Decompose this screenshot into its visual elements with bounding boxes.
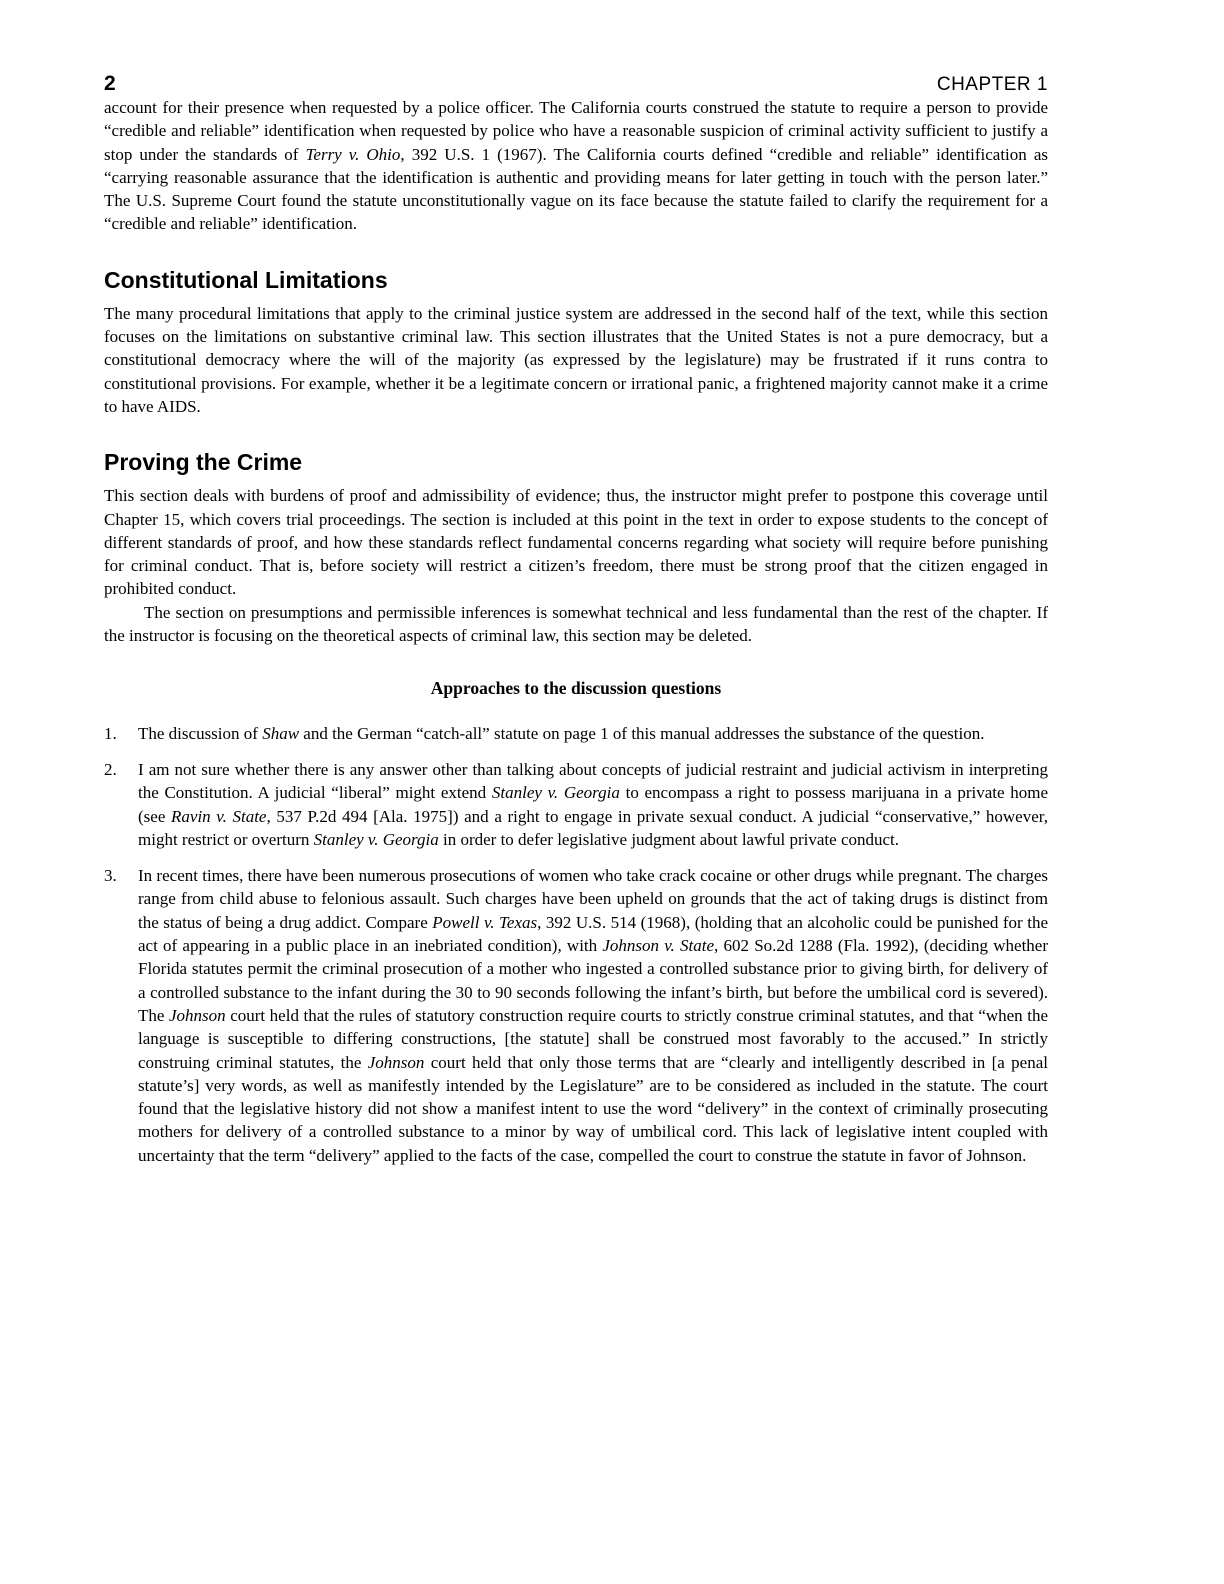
discussion-questions-heading: Approaches to the discussion questions: [430, 678, 722, 699]
page-body: [104, 96, 1048, 1167]
list-item: [104, 758, 1048, 851]
proving-the-crime-paragraph: This section deals with burdens of proof and admissibility of evidence; thus, the instructor might prefer to postpone this coverage until Chapter 15, which covers trial proceedings. The section is included at this point in the text in order to expose students to the concept of different standards of proof, and how these standards reflect fundamental concerns regarding what society will require before punishing for criminal conduct. That is, before society will restrict a citizen’s freedom, there must be strong proof that the citizen engaged in prohibited conduct.: [104, 486, 1048, 599]
list-item: [104, 864, 1048, 1167]
list-item-number: 1.: [104, 723, 117, 743]
document-page: [104, 0, 1048, 1167]
list-item-text: In recent times, there have been numerous prosecutions of women who take crack cocaine or other drugs while pregnant. The charges range from child abuse to felonious assault. Such charges have been upheld on grounds that the act of taking drugs is distinct from the status of being a drug addict. Compare Powell v. Texas, 392 U.S. 514 (1968), (holding that an alcoholic could be punished for the act of appearing in a public place in an inebriated condition), with Johnson v. State, 602 So.2d 1288 (Fla. 1992), (deciding whether Florida statutes permit the criminal prosecution of a mother who ingested a controlled substance prior to giving birth, for delivery of a controlled substance to the infant during the 30 to 90 seconds following the infant’s birth, but before the umbilical cord is severed). The Johnson court held that the rules of statutory construction require courts to strictly construe criminal statutes, and that “when the language is susceptible to differing constructions, [the statute] shall be construed most favorably to the accused.” In strictly construing criminal statutes, the Johnson court held that only those terms that are “clearly and intelligently described in [a penal statute’s] very words, as well as manifestly intended by the Legislature” are to be considered as included in the statute. The court found that the legislative history did not show a manifest intent to use the word “delivery” in the context of criminally prosecuting mothers for delivery of a controlled substance to a minor by way of umbilical cord. This lack of legislative intent coupled with uncertainty that the term “delivery” applied to the facts of the case, compelled the court to construe the statute in favor of Johnson.: [138, 866, 1049, 1165]
chapter-label: CHAPTER 1: [936, 74, 1048, 95]
list-item: [104, 722, 1048, 745]
constitutional-limitations-paragraph: The many procedural limitations that apply to the criminal justice system are addressed in the second half of the text, while this section focuses on the limitations on substantive criminal law. This section illustrates that the United States is not a pure democracy, but a constitutional democracy where the will of the majority (as expressed by the legislature) may be frustrated if it runs contra to constitutional provisions. For example, whether it be a legitimate concern or irrational panic, a frightened majority cannot make it a crime to have AIDS.: [104, 303, 1048, 416]
intro-paragraph: account for their presence when requested by a police officer. The California courts construed the statute to require a person to provide “credible and reliable” identification when requested by police who have a reasonable suspicion of criminal activity sufficient to justify a stop under the standards of Terry v. Ohio, 392 U.S. 1 (1967). The California courts defined “credible and reliable” identification as “carrying reasonable assurance that the identification is authentic and providing means for later getting in touch with the person later.” The U.S. Supreme Court found the statute unconstitutionally vague on its face because the statute failed to clarify the requirement for a “credible and reliable” identification.: [104, 98, 1049, 234]
page-number: 2: [104, 72, 116, 95]
list-item-number: 3.: [104, 866, 117, 886]
running-header: [104, 72, 1048, 96]
list-item-text: The discussion of Shaw and the German “catch-all” statute on page 1 of this manual addresses the substance of the question.: [138, 723, 985, 743]
presumptions-paragraph: The section on presumptions and permissible inferences is somewhat technical and less fundamental than the rest of the chapter. If the instructor is focusing on the theoretical aspects of criminal law, this section may be deleted.: [104, 602, 1048, 646]
section-heading-constitutional-limitations: Constitutional Limitations: [104, 266, 388, 293]
list-item-text: I am not sure whether there is any answer other than talking about concepts of judicial restraint and judicial activism in interpreting the Constitution. A judicial “liberal” might extend Stanley v. Georgia to encompass a right to possess marijuana in a private home (see Ravin v. State, 537 P.2d 494 [Ala. 1975]) and a right to engage in private sexual conduct. A judicial “conservative,” however, might restrict or overturn Stanley v. Georgia in order to defer legislative judgment about lawful private conduct.: [138, 759, 1048, 849]
section-heading-proving-the-crime: Proving the Crime: [104, 449, 303, 476]
list-item-number: 2.: [104, 759, 117, 779]
